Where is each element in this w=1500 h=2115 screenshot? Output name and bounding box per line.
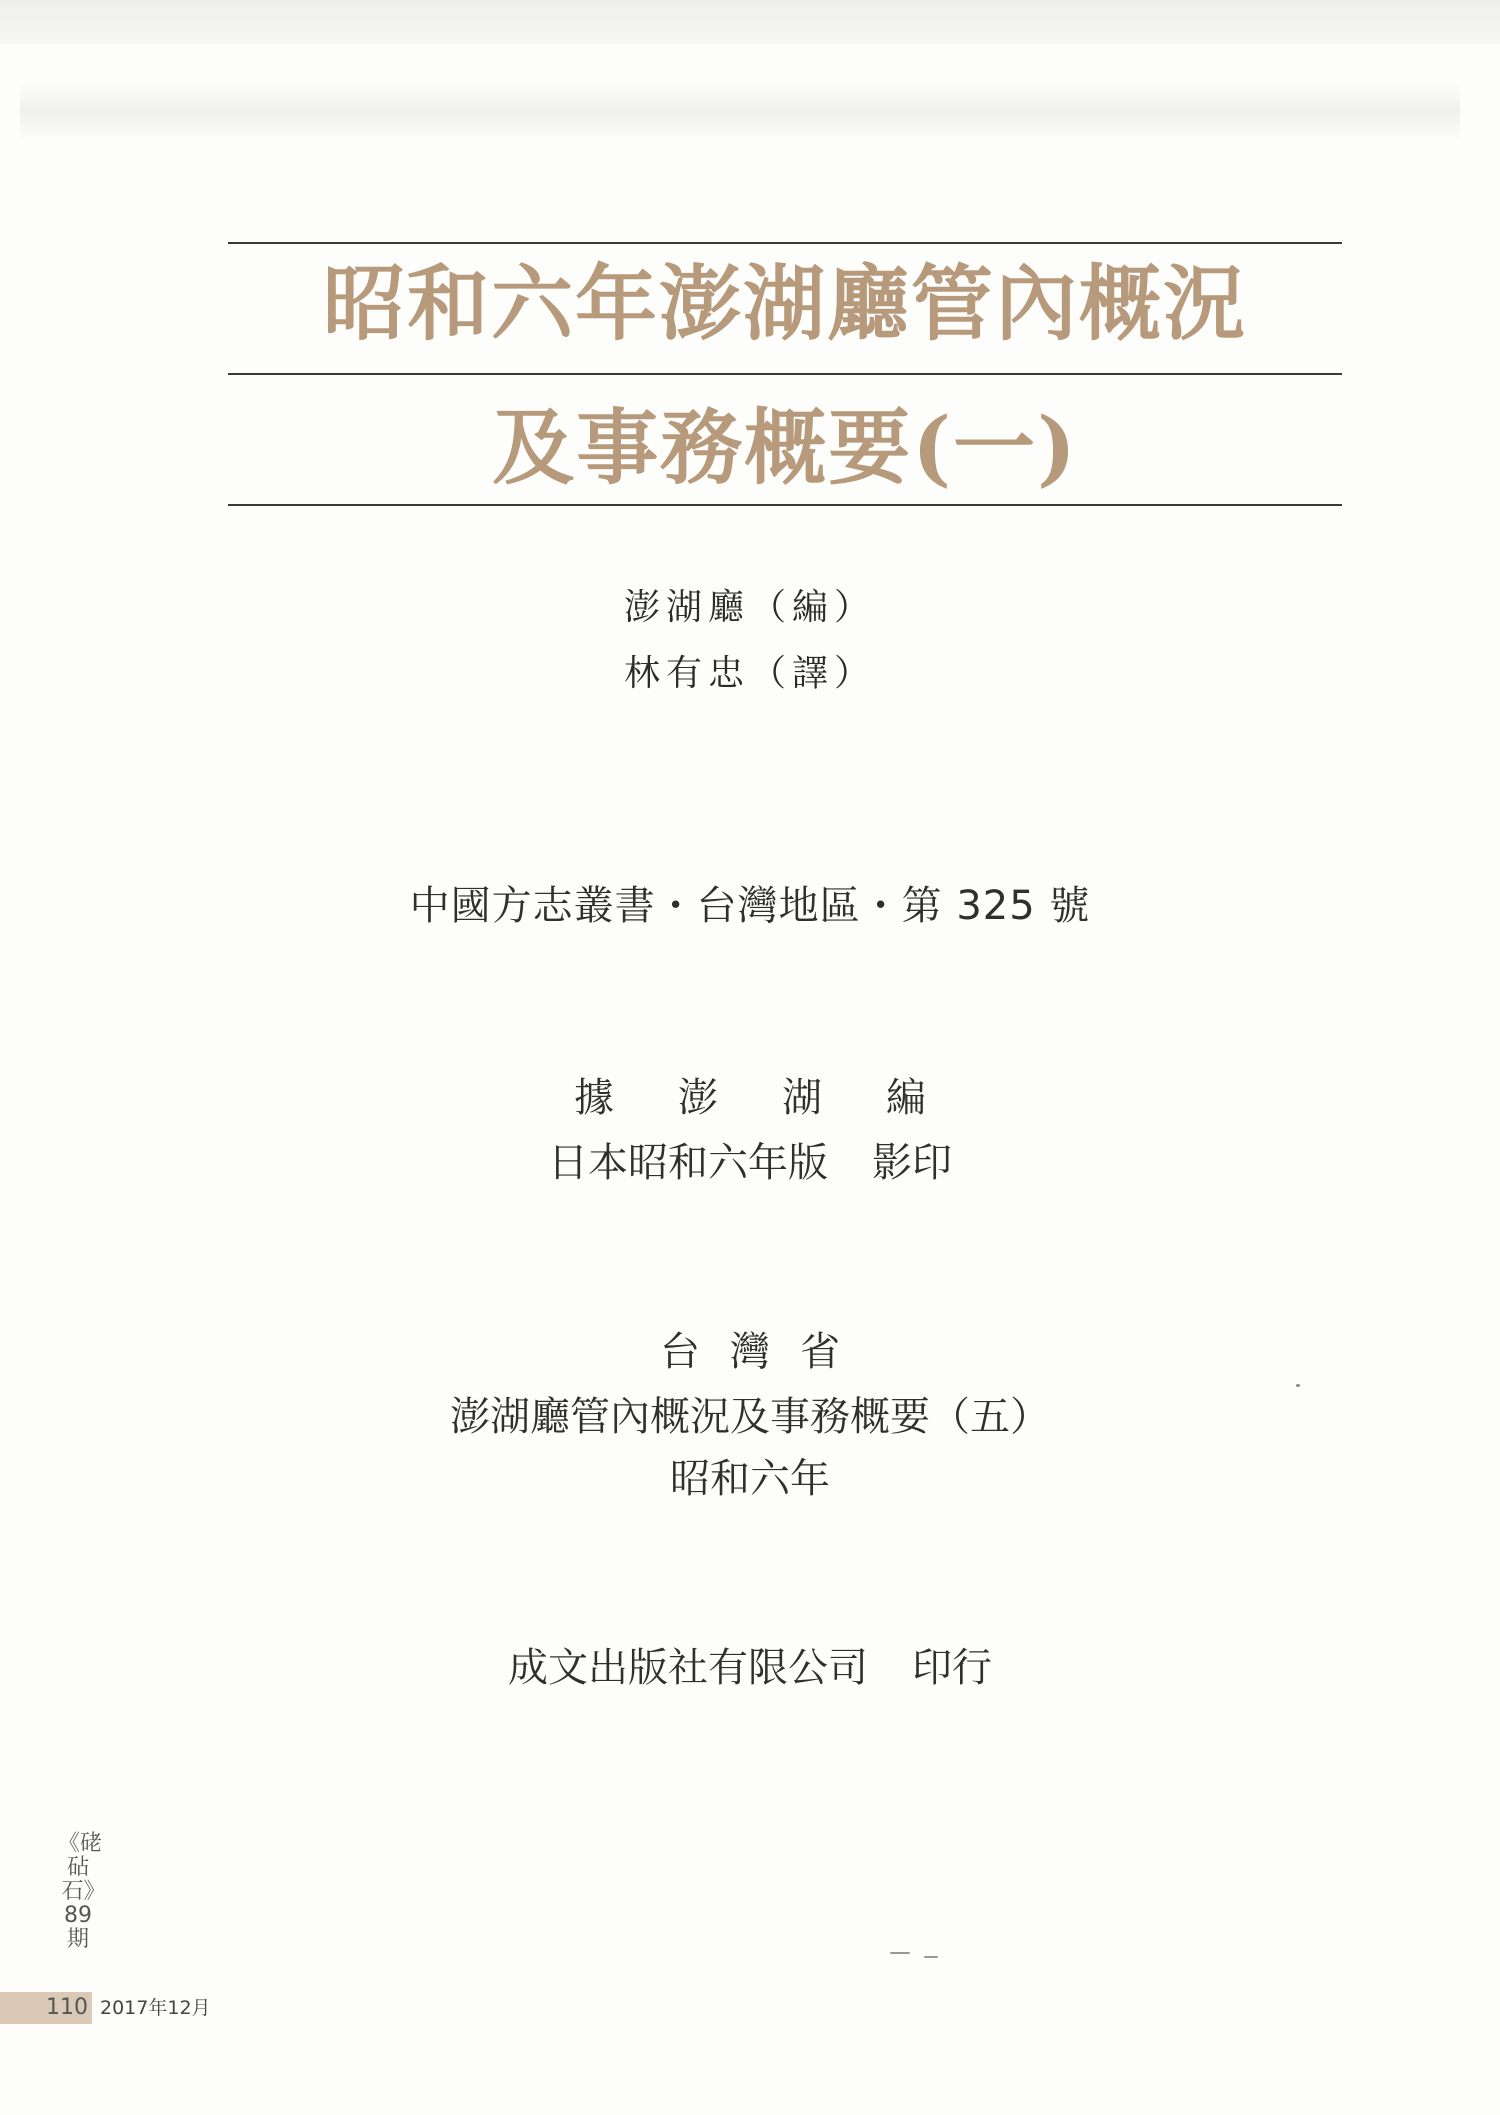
edition-note: 影印 xyxy=(872,1140,952,1186)
source-word: 據 xyxy=(574,1075,678,1121)
article-title-line-1: 昭和六年澎湖廳管內概況 xyxy=(322,256,1247,352)
editor-credit: 澎湖廳（編） xyxy=(623,587,876,628)
source-word: 湖 xyxy=(782,1075,886,1121)
province-char: 省 xyxy=(800,1329,840,1375)
edition-line xyxy=(0,1137,1500,1189)
translator-credit: 林有忠（譯） xyxy=(623,653,876,694)
title-rule-middle xyxy=(228,373,1342,375)
edition-text: 日本昭和六年版 xyxy=(548,1140,828,1186)
original-year-line: 昭和六年 xyxy=(670,1456,830,1502)
series-line: 中國方志叢書・台灣地區・第 325 號 xyxy=(409,883,1091,929)
article-title-line-2: 及事務概要(一) xyxy=(492,400,1078,496)
scan-shadow xyxy=(20,82,1460,142)
source-word: 澎 xyxy=(678,1075,782,1121)
scan-top-band xyxy=(0,0,1500,44)
province-line xyxy=(0,1326,1500,1378)
scan-speck xyxy=(890,1952,910,1954)
original-title-line: 澎湖廳管內概況及事務概要（五） xyxy=(450,1394,1050,1440)
publisher-line xyxy=(0,1642,1500,1694)
journal-name-vertical: 《硓砧石》89期 xyxy=(58,1831,103,1952)
scan-speck xyxy=(1296,1384,1300,1387)
title-rule-top xyxy=(228,242,1342,244)
issue-date: 2017年12月 xyxy=(100,1997,211,2019)
province-char: 灣 xyxy=(730,1329,800,1375)
publisher-name: 成文出版社有限公司 xyxy=(508,1645,868,1691)
publisher-note: 印行 xyxy=(912,1645,992,1691)
scan-speck xyxy=(924,1956,938,1958)
province-char: 台 xyxy=(660,1329,730,1375)
source-line xyxy=(0,1072,1500,1124)
title-rule-bottom xyxy=(228,504,1342,506)
source-word: 編 xyxy=(886,1075,926,1121)
page-number: 110 xyxy=(46,1995,88,2020)
